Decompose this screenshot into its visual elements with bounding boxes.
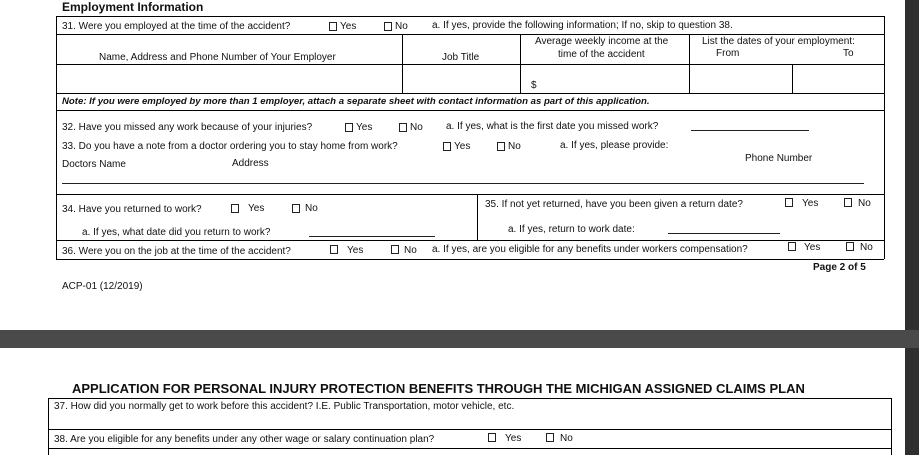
row-divider [56,34,884,35]
q35-no-label: No [858,198,871,209]
q32-no-label: No [410,122,423,133]
income-currency: $ [531,80,537,91]
col-income-header-line1: Average weekly income at the [535,36,669,47]
form-right-border [884,16,885,259]
doctor-address-label: Address [232,158,269,169]
col-from-header: From [716,48,740,59]
page-separator [0,330,919,348]
q36-yes-checkbox[interactable] [330,245,338,254]
form-top-border [56,16,884,17]
q36-wc-yes-checkbox[interactable] [788,242,796,251]
q33-yes-label: Yes [454,141,471,152]
q38-text: 38. Are you eligible for any benefits under any other wage or salary continuation plan? [54,434,435,445]
q34-yes-label: Yes [248,203,265,214]
q36-wc-no-label: No [860,242,873,253]
job-title-field[interactable] [403,65,519,92]
form-bottom-border [56,259,884,260]
col-dates-header: List the dates of your employment: [702,36,855,47]
employer-note: Note: If you were employed by more than 1 employer, attach a separate sheet with contact information as part of this application. [62,96,650,107]
q31-no-label: No [395,21,408,32]
q32-yes-checkbox[interactable] [345,123,353,132]
next-page-right-border [891,398,892,455]
q38-no-label: No [560,433,573,444]
q33-text: 33. Do you have a note from a doctor ordering you to stay home from work? [62,141,398,152]
q32-no-checkbox[interactable] [399,123,407,132]
first-missed-date-field[interactable] [691,130,809,131]
viewer-edge [905,348,919,455]
employment-to-field[interactable] [793,65,883,92]
q31-followup: a. If yes, provide the following information; If no, skip to question 38. [432,20,733,31]
return-date-field[interactable] [309,236,435,237]
employer-name-field[interactable] [57,65,401,92]
doctors-name-label: Doctors Name [62,159,126,170]
q38-yes-label: Yes [505,433,522,444]
q38-yes-checkbox[interactable] [488,433,496,442]
section-title: Employment Information [62,0,204,14]
q35-yes-checkbox[interactable] [785,198,793,207]
q37-text: 37. How did you normally get to work before this accident? I.E. Public Transportation, motor vehicle, etc. [54,401,515,412]
row-divider [56,194,884,195]
q31-no-checkbox[interactable] [384,22,392,31]
q36-text: 36. Were you on the job at the time of the accident? [62,246,291,257]
row-divider [56,110,884,111]
employment-from-field[interactable] [690,65,791,92]
q33-no-checkbox[interactable] [497,142,505,151]
row-divider [56,93,884,94]
q35-text: 35. If not yet returned, have you been given a return date? [485,199,743,210]
q34-q35-divider [477,194,478,240]
q37-answer-field[interactable] [49,414,890,428]
col-employer-header: Name, Address and Phone Number of Your Employer [99,52,336,63]
viewer-edge [905,0,919,330]
q36-no-checkbox[interactable] [391,245,399,254]
weekly-income-field[interactable] [540,65,688,92]
q35-followup: a. If yes, return to work date: [508,224,635,235]
q34-text: 34. Have you returned to work? [62,204,202,215]
col-to-header: To [843,48,854,59]
q34-no-label: No [305,203,318,214]
q35-yes-label: Yes [802,198,819,209]
q36-wc-no-checkbox[interactable] [846,242,854,251]
next-page-title: APPLICATION FOR PERSONAL INJURY PROTECTION BENEFITS THROUGH THE MICHIGAN ASSIGNED CLAIMS PLAN [72,381,805,396]
q34-followup: a. If yes, what date did you return to work? [82,227,271,238]
col-income-header-line2: time of the accident [558,49,645,60]
q38-no-checkbox[interactable] [546,433,554,442]
q31-yes-label: Yes [340,21,357,32]
q31-text: 31. Were you employed at the time of the accident? [62,21,291,32]
doctor-info-field[interactable] [62,183,864,184]
form-left-border [56,16,57,259]
next-page-top-border [48,398,891,399]
q33-yes-checkbox[interactable] [443,142,451,151]
row-divider [48,429,891,430]
q32-text: 32. Have you missed any work because of your injuries? [62,122,313,133]
q32-followup: a. If yes, what is the first date you missed work? [446,121,659,132]
q36-followup: a. If yes, are you eligible for any benefits under workers compensation? [432,244,748,255]
row-divider [48,448,891,449]
page-number: Page 2 of 5 [813,262,866,273]
return-to-work-date-field[interactable] [668,233,780,234]
q34-no-checkbox[interactable] [292,204,300,213]
doctor-phone-label: Phone Number [745,153,813,164]
q31-yes-checkbox[interactable] [329,22,337,31]
row-divider [56,240,884,241]
form-code: ACP-01 (12/2019) [62,281,143,292]
q36-wc-yes-label: Yes [804,242,821,253]
q32-yes-label: Yes [356,122,373,133]
q33-no-label: No [508,141,521,152]
col-job-title-header: Job Title [442,52,480,63]
q33-followup: a. If yes, please provide: [560,140,669,151]
q35-no-checkbox[interactable] [844,198,852,207]
q36-yes-label: Yes [347,245,364,256]
q36-no-label: No [404,245,417,256]
q34-yes-checkbox[interactable] [231,204,239,213]
